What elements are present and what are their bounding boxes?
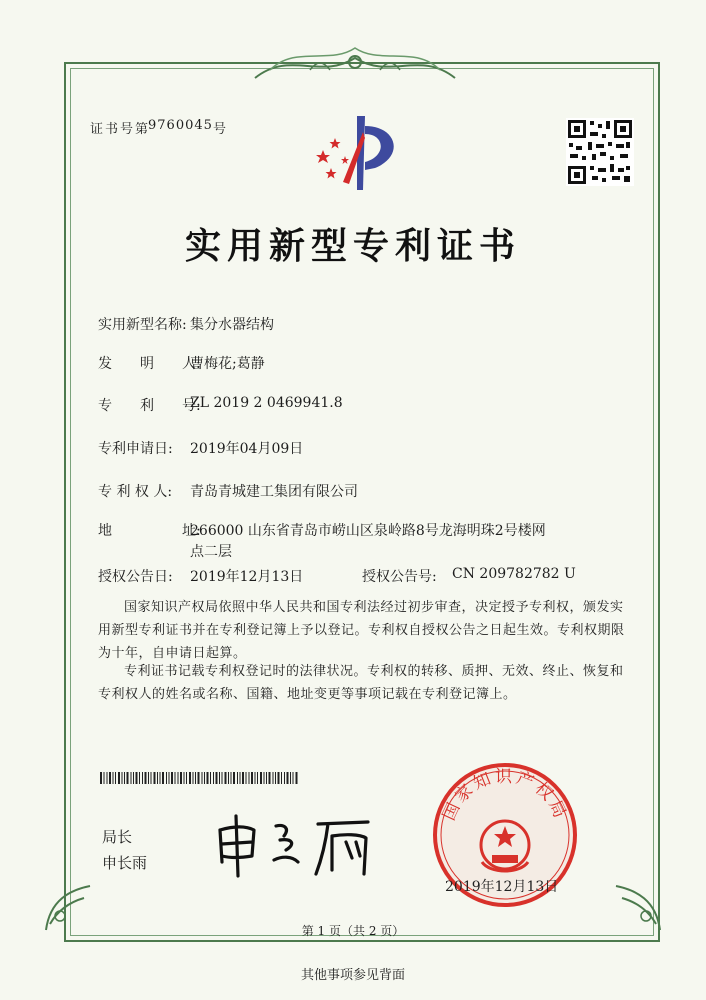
grant-number-value: CN 209782782 U: [452, 566, 576, 582]
barcode-icon: [100, 772, 300, 784]
seal-text: 国家知识产权局: [439, 767, 571, 824]
top-ornament-icon: [250, 40, 460, 86]
name-value: 集分水器结构: [190, 317, 274, 333]
footer-note: 其他事项参见背面: [300, 968, 405, 983]
legal-status-statement: 专利证书记载专利权登记时的法律状况。专利权的转移、质押、无效、终止、恢复和专利权人的姓名或名称、国籍、地址变更等事项记载在专利登记簿上。: [98, 664, 624, 702]
grant-date-label: 授权公告日:: [98, 569, 173, 585]
handwritten-signature: [210, 810, 380, 882]
grant-statement: 国家知识产权局依照中华人民共和国专利法经过初步审查，决定授予专利权，颁发实用新型专利证书并在专利登记簿上予以登记。专利权自授权公告之日起生效。专利权期限为十年，自申请日起算。: [98, 600, 625, 661]
grant-number-label: 授权公告号:: [362, 569, 437, 585]
certificate-title: 实用新型专利证书: [184, 225, 521, 267]
address-value-line2: 点二层: [190, 544, 232, 560]
patent-number-value: ZL 2019 2 0469941.8: [190, 395, 343, 411]
patentee-value: 青岛青城建工集团有限公司: [190, 484, 358, 500]
inventor-value: 曹梅花;葛静: [190, 356, 265, 372]
address-value-line1: 266000 山东省青岛市崂山区泉岭路8号龙海明珠2号楼网: [190, 523, 546, 539]
filing-date-label: 专利申请日:: [98, 441, 173, 457]
seal-date: 2019年12月13日: [445, 879, 559, 895]
qr-code-icon: [566, 118, 634, 186]
filing-date-value: 2019年04月09日: [190, 441, 304, 457]
certificate-number-suffix: 号: [213, 122, 227, 137]
commissioner-name: 申长雨: [102, 854, 148, 872]
certificate-number: 9760045: [148, 118, 213, 133]
certificate-number-label: 证书号第: [90, 122, 151, 137]
inventor-label: 发 明 人:: [98, 356, 201, 372]
cnipa-logo-icon: [305, 112, 415, 194]
page-number: 第 1 页（共 2 页）: [301, 924, 405, 938]
address-label: 地 址:: [98, 523, 201, 539]
grant-date-value: 2019年12月13日: [190, 569, 304, 585]
patent-number-label: 专 利 号:: [98, 398, 201, 414]
commissioner-title: 局长: [102, 828, 133, 846]
patentee-label: 专 利 权 人:: [98, 484, 173, 500]
name-label: 实用新型名称:: [98, 317, 187, 333]
